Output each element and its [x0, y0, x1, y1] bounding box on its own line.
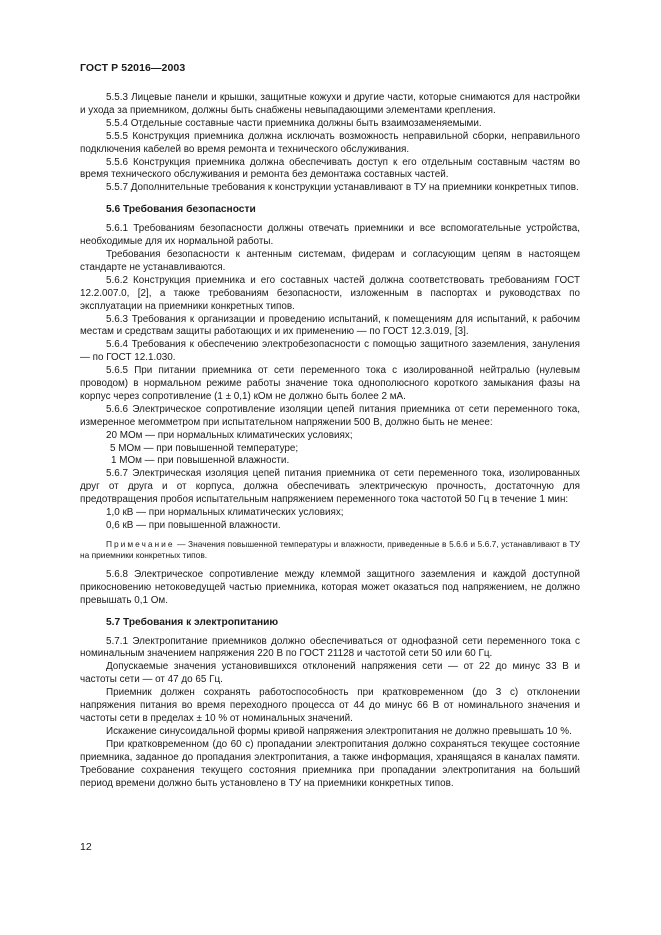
clause-5-5-7: 5.5.7 Дополнительные требования к конструкции устанавливают в ТУ на приемники конкретных типов. [106, 182, 579, 194]
clause-5-7-1-power-loss: При кратковременном (до 60 с) пропадании электропитания должно сохраняться текущее состояние приемника, заданное до пропадания электропитания, а также информация, хранящаяся в каналах памяти. Требование сохранения текущего состояния приемника при пропадании электропитания на больший период времени должно быть установлено в ТУ на приемники конкретных типов. [80, 738, 580, 789]
clause-5-6-2: 5.6.2 Конструкция приемника и его составных частей должна соответствовать требованиям ГОСТ 12.2.007.0, [2], а также требованиям безопасности, изложенным в паспортах и руководствах по эксплуатации на приемники конкретных типов. [80, 274, 580, 312]
clause-5-7-1-short-term: Приемник должен сохранять работоспособность при кратковременном (до 3 с) отклонении напряжения питания во время переходного процесса от 44 до минус 66 В от номинального значения и частоты сети в пределах ± 10 % от номинальных значений. [80, 687, 580, 724]
clause-5-5-4: 5.5.4 Отдельные составные части приемника должны быть взаимозаменяемыми. [106, 117, 482, 129]
clause-5-7-1-deviations: Допускаемые значения установившихся отклонений напряжения сети — от 22 до минус 33 В и частоты сети — от 47 до 65 Гц. [80, 661, 580, 686]
clause-5-7-1: 5.7.1 Электропитание приемников должно обеспечиваться от однофазной сети переменного тока с номинальным значением напряжения 220 В по ГОСТ 21128 и частотой сети 50 или 60 Гц. [80, 635, 580, 660]
document-header: ГОСТ Р 52016—2003 [80, 62, 186, 74]
clause-5-6-3: 5.6.3 Требования к организации и проведению испытаний, к помещениям для испытаний, к рабочим местам и средствам защиты работающих и их применению — по ГОСТ 12.3.019, [3]. [80, 313, 580, 338]
clause-5-6-1: 5.6.1 Требованиям безопасности должны отвечать приемники и все вспомогательные устройства, необходимые для их нормальной работы. [80, 223, 580, 248]
clause-5-6-6: 5.6.6 Электрическое сопротивление изоляции цепей питания приемника от сети переменного тока, измеренное мегомметром при испытательном напряжении 500 В, должно быть не менее: [80, 403, 580, 428]
clause-5-5-3: 5.5.3 Лицевые панели и крышки, защитные кожухи и другие части, которые снимаются для настройки и ухода за приемником, должны быть снабжены невыпадающими элементами крепления. [80, 92, 580, 116]
clause-5-6-8: 5.6.8 Электрическое сопротивление между клеммой защитного заземления и каждой доступной прикосновению нетоковедущей частью приемника, которая может оказаться под напряжением, не должно превышать 0,1 Ом. [80, 568, 580, 606]
clause-5-6-1-continued: Требования безопасности к антенным системам, фидерам и согласующим цепям в настоящем стандарте не устанавливаются. [80, 248, 580, 273]
list-item-resistance-normal: 20 МОм — при нормальных климатических условиях; [106, 429, 353, 441]
clause-5-6-5: 5.6.5 При питании приемника от сети переменного тока с изолированной нейтралью (нулевым проводом) в нормальном режиме работы значение тока однополюсного короткого замыкания фазы на корпус через сопротивление (1 ± 0,1) кОм не должно быть более 2 мА. [80, 365, 580, 402]
note-label: Примечание [106, 538, 175, 549]
note [80, 539, 580, 561]
page-number: 12 [80, 841, 92, 853]
clause-5-5-6: 5.5.6 Конструкция приемника должна обеспечивать доступ к его отдельным составным частям во время технического обслуживания и ремонта без демонтажа составных частей. [80, 156, 580, 181]
list-item-voltage-humidity: 0,6 кВ — при повышенной влажности. [106, 520, 281, 531]
note-text: — Значения повышенной температуры и влажности, приведенные в 5.6.6 и 5.6.7, устанавливают в ТУ на приемники конкретных типов. [80, 538, 580, 560]
section-heading-5-6: 5.6 Требования безопасности [106, 204, 256, 216]
list-item-resistance-humidity: 1 МОм — при повышенной влажности. [111, 455, 290, 467]
list-item-resistance-temperature: 5 МОм — при повышенной температуре; [110, 442, 299, 454]
clause-5-7-1-distortion: Искажение синусоидальной формы кривой напряжения электропитания не должно превышать 10 %. [106, 725, 572, 737]
clause-5-5-5: 5.5.5 Конструкция приемника должна исключать возможность неправильной сборки, неправильного подключения кабелей во время ремонта и технического обслуживания. [80, 130, 580, 155]
section-heading-5-7: 5.7 Требования к электропитанию [106, 616, 279, 628]
page-body [80, 92, 580, 790]
clause-5-6-4: 5.6.4 Требования к обеспечению электробезопасности с помощью защитного заземления, зануления — по ГОСТ 12.1.030. [80, 339, 580, 364]
list-item-voltage-normal: 1,0 кВ — при нормальных климатических условиях; [106, 507, 344, 519]
clause-5-6-7: 5.6.7 Электрическая изоляция цепей питания приемника от сети переменного тока, изолированных друг от друга и от корпуса, должна обеспечивать электрическую прочность, достаточную для предотвращения пробоя испытательным напряжением переменного тока частотой 50 Гц в течение 1 мин: [80, 468, 580, 506]
